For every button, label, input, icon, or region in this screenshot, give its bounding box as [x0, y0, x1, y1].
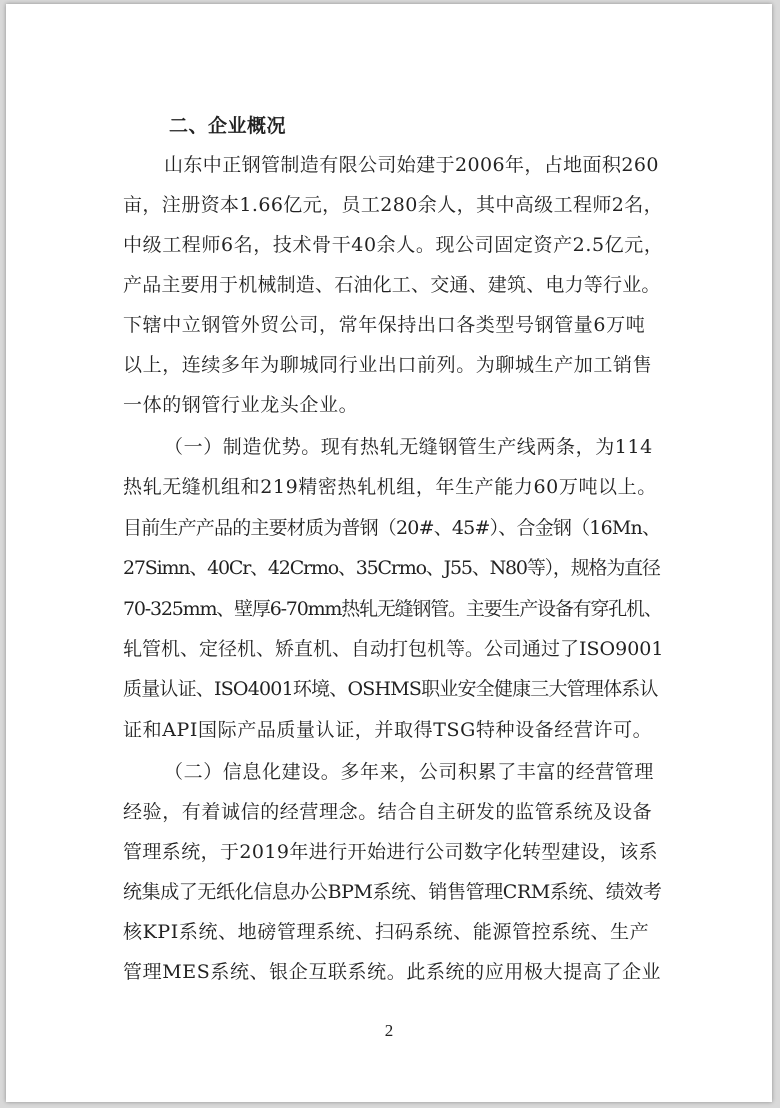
document-page	[6, 4, 772, 1102]
paragraph-line: 产品主要用于机械制造、石油化工、交通、建筑、电力等行业。	[123, 274, 661, 296]
section-heading: 二、企业概况	[169, 115, 287, 137]
paragraph-line: （二）信息化建设。多年来，公司积累了丰富的经营管理	[164, 761, 655, 783]
paragraph-line: 管理MES系统、银企互联系统。此系统的应用极大提高了企业	[123, 961, 662, 983]
paragraph-line: 70-325mm、壁厚6-70mm热轧无缝钢管。主要生产设备有穿孔机、	[123, 598, 662, 620]
paragraph-line: 一体的钢管行业龙头企业。	[123, 394, 359, 416]
paragraph-line: 热轧无缝机组和219精密热轧机组，年生产能力60万吨以上。	[123, 476, 657, 498]
paragraph-line: 以上，连续多年为聊城同行业出口前列。为聊城生产加工销售	[123, 354, 653, 376]
paragraph-line: 统集成了无纸化信息办公BPM系统、销售管理CRM系统、绩效考	[123, 881, 662, 903]
paragraph-line: 证和API国际产品质量认证，并取得TSG特种设备经营许可。	[123, 719, 653, 741]
paragraph-line: 中级工程师6名，技术骨干40余人。现公司固定资产2.5亿元，	[123, 234, 664, 256]
page-number: 2	[384, 1021, 394, 1040]
paragraph-line: 核KPI系统、地磅管理系统、扫码系统、能源管控系统、生产	[123, 921, 650, 943]
paragraph-line: 轧管机、定径机、矫直机、自动打包机等。公司通过了ISO9001	[123, 638, 664, 660]
paragraph-line: 质量认证、ISO4001环境、OSHMS职业安全健康三大管理体系认	[123, 678, 658, 700]
paragraph-line: （一）制造优势。现有热轧无缝钢管生产线两条，为114	[164, 436, 653, 458]
paragraph-line: 亩，注册资本1.66亿元，员工280余人，其中高级工程师2名，	[123, 194, 664, 216]
paragraph-line: 目前生产产品的主要材质为普钢（20#、45#）、合金钢（16Mn、	[123, 517, 661, 539]
paragraph-line: 经验，有着诚信的经营理念。结合自主研发的监管系统及设备	[123, 801, 653, 823]
paragraph-line: 27Simn、40Cr、42Crmo、35Crmo、J55、N80等），规格为直径	[123, 557, 660, 579]
paragraph-line: 管理系统，于2019年进行开始进行公司数字化转型建设，该系	[123, 841, 658, 863]
paragraph-line: 下辖中立钢管外贸公司，常年保持出口各类型号钢管量6万吨	[123, 314, 646, 336]
paragraph-line: 山东中正钢管制造有限公司始建于2006年，占地面积260	[164, 154, 659, 176]
